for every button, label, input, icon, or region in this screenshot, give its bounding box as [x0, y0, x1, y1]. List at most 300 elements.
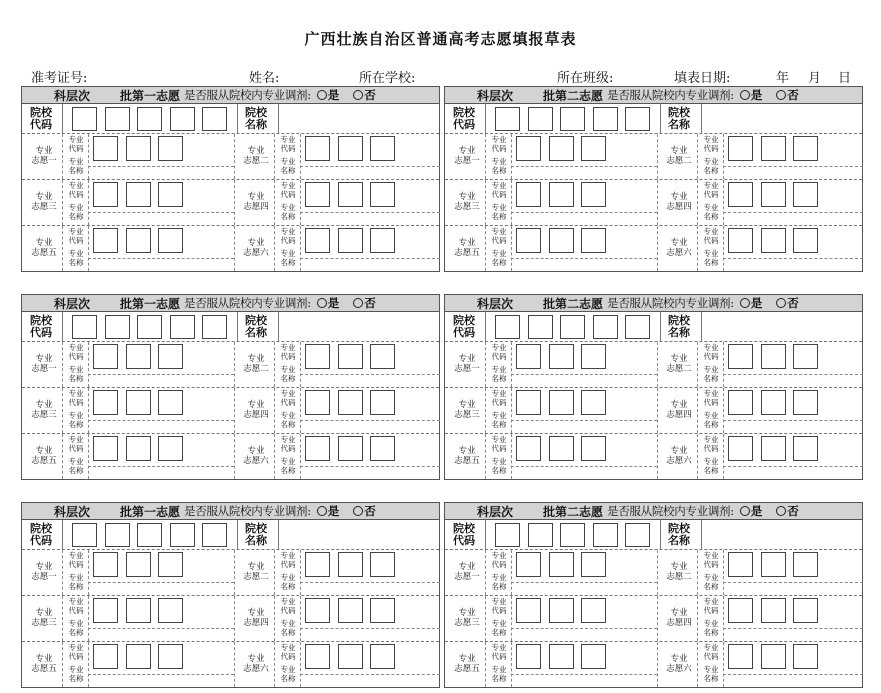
major-name-line[interactable]: [723, 374, 863, 375]
major-preference-label: [665, 146, 693, 166]
university-code-box[interactable]: [202, 523, 227, 547]
major-name-line[interactable]: [300, 466, 440, 467]
university-name-field[interactable]: [280, 314, 437, 339]
major-code-box[interactable]: [305, 390, 330, 415]
university-code-box[interactable]: [560, 107, 585, 131]
major-name-line[interactable]: [300, 582, 440, 583]
major-name-line[interactable]: [511, 582, 657, 583]
major-name-label: 专业名称: [703, 573, 719, 591]
preference-number: 志愿二: [666, 156, 692, 166]
major-code-box[interactable]: [370, 552, 395, 577]
university-code-box[interactable]: [202, 107, 227, 131]
major-code-box[interactable]: [126, 228, 151, 253]
adjust-no-radio[interactable]: [776, 295, 799, 311]
major-name-line[interactable]: [88, 466, 234, 467]
major-name-line[interactable]: [88, 258, 234, 259]
major-code-box[interactable]: [728, 344, 753, 369]
major-name-line[interactable]: [723, 674, 863, 675]
divider: [511, 388, 512, 433]
section-header: [22, 87, 439, 104]
preference-number: 志愿四: [666, 618, 692, 628]
major-code-box[interactable]: [338, 552, 363, 577]
major-word: 专业: [35, 654, 53, 664]
major-code-box[interactable]: [93, 344, 118, 369]
major-code-box[interactable]: [370, 436, 395, 461]
adjust-no-radio[interactable]: [353, 295, 376, 311]
university-name-field[interactable]: [280, 106, 437, 131]
major-name-line[interactable]: [511, 420, 657, 421]
university-code-box[interactable]: [72, 107, 97, 131]
major-code-box[interactable]: [338, 344, 363, 369]
major-code-box[interactable]: [549, 228, 574, 253]
major-code-box[interactable]: [793, 598, 818, 623]
major-code-box[interactable]: [549, 344, 574, 369]
major-word: 专业: [35, 354, 53, 364]
preference-section: [444, 294, 863, 480]
divider: [660, 520, 661, 549]
major-code-box[interactable]: [158, 436, 183, 461]
major-name-line[interactable]: [88, 212, 234, 213]
major-preference-label: [242, 146, 270, 166]
university-code-box[interactable]: [625, 315, 650, 339]
major-name-label: 专业名称: [280, 665, 296, 683]
university-code-box[interactable]: [170, 523, 195, 547]
major-name-line[interactable]: [723, 258, 863, 259]
major-code-box[interactable]: [370, 390, 395, 415]
exam-number-label: 准考证号:: [31, 71, 88, 86]
major-name-line[interactable]: [88, 420, 234, 421]
major-code-box[interactable]: [158, 344, 183, 369]
major-code-box[interactable]: [305, 344, 330, 369]
major-code-box[interactable]: [305, 436, 330, 461]
major-code-box[interactable]: [305, 136, 330, 161]
major-code-box[interactable]: [761, 344, 786, 369]
divider: [485, 388, 486, 433]
divider: [274, 180, 275, 225]
major-name-line[interactable]: [300, 212, 440, 213]
major-code-box[interactable]: [516, 344, 541, 369]
university-code-box[interactable]: [495, 315, 520, 339]
major-code-box[interactable]: [549, 598, 574, 623]
major-code-box[interactable]: [761, 228, 786, 253]
major-preference-label: [242, 192, 270, 212]
adjust-no-radio[interactable]: [353, 87, 376, 103]
major-code-box[interactable]: [581, 436, 606, 461]
major-code-box[interactable]: [581, 598, 606, 623]
major-code-box[interactable]: [793, 644, 818, 669]
divider: [62, 104, 63, 133]
major-code-box[interactable]: [581, 552, 606, 577]
level-label: 科层次: [53, 296, 90, 311]
divider: [234, 226, 235, 271]
university-name-field[interactable]: [703, 522, 860, 547]
major-name-line[interactable]: [723, 166, 863, 167]
major-code-box[interactable]: [793, 552, 818, 577]
major-code-box[interactable]: [158, 644, 183, 669]
major-code-box[interactable]: [761, 644, 786, 669]
major-code-label: 专业代码: [280, 643, 296, 661]
major-code-box[interactable]: [516, 228, 541, 253]
major-row: [22, 434, 439, 479]
university-name-field[interactable]: [703, 314, 860, 339]
major-code-box[interactable]: [761, 598, 786, 623]
option-label: 否: [787, 504, 799, 518]
major-name-line[interactable]: [300, 166, 440, 167]
major-name-line[interactable]: [300, 374, 440, 375]
university-code-box[interactable]: [105, 107, 130, 131]
university-code-label: 院校代码: [30, 314, 52, 339]
university-code-box[interactable]: [528, 107, 553, 131]
major-code-box[interactable]: [793, 436, 818, 461]
divider: [723, 388, 724, 433]
divider: [485, 434, 486, 479]
major-name-label: 专业名称: [280, 157, 296, 175]
preference-number: 志愿三: [454, 618, 480, 628]
option-label: 是: [327, 504, 340, 518]
major-code-box[interactable]: [549, 390, 574, 415]
divider: [237, 312, 238, 341]
major-name-line[interactable]: [723, 628, 863, 629]
university-code-box[interactable]: [137, 315, 162, 339]
adjust-yes-radio[interactable]: [740, 87, 763, 103]
major-code-box[interactable]: [158, 552, 183, 577]
preference-section: [444, 86, 863, 272]
major-code-box[interactable]: [370, 598, 395, 623]
major-name-line[interactable]: [723, 212, 863, 213]
major-name-line[interactable]: [511, 628, 657, 629]
university-code-box[interactable]: [105, 315, 130, 339]
university-code-box[interactable]: [528, 523, 553, 547]
divider: [300, 342, 301, 387]
major-code-label: 专业代码: [68, 643, 84, 661]
major-code-box[interactable]: [305, 598, 330, 623]
major-code-box[interactable]: [370, 182, 395, 207]
major-name-label: 专业名称: [68, 411, 84, 429]
university-code-box[interactable]: [625, 107, 650, 131]
divider: [697, 550, 698, 595]
major-name-line[interactable]: [511, 466, 657, 467]
major-code-box[interactable]: [338, 390, 363, 415]
major-code-box[interactable]: [93, 644, 118, 669]
major-code-box[interactable]: [158, 228, 183, 253]
major-code-box[interactable]: [581, 344, 606, 369]
major-name-label: 专业名称: [68, 157, 84, 175]
major-code-box[interactable]: [370, 344, 395, 369]
preference-section: [21, 294, 440, 480]
major-name-line[interactable]: [88, 674, 234, 675]
major-code-box[interactable]: [793, 344, 818, 369]
major-code-box[interactable]: [126, 344, 151, 369]
major-code-box[interactable]: [581, 390, 606, 415]
major-code-box[interactable]: [793, 136, 818, 161]
major-code-box[interactable]: [581, 136, 606, 161]
major-code-box[interactable]: [126, 390, 151, 415]
major-code-label: 专业代码: [491, 643, 507, 661]
major-code-box[interactable]: [728, 228, 753, 253]
divider: [300, 642, 301, 687]
major-name-line[interactable]: [511, 212, 657, 213]
major-code-box[interactable]: [728, 182, 753, 207]
divider: [62, 226, 63, 271]
major-code-box[interactable]: [761, 436, 786, 461]
major-code-box[interactable]: [761, 136, 786, 161]
major-code-box[interactable]: [93, 182, 118, 207]
major-name-line[interactable]: [300, 258, 440, 259]
university-code-label: 院校代码: [30, 106, 52, 131]
divider: [701, 520, 702, 549]
major-code-box[interactable]: [761, 182, 786, 207]
university-row: [445, 104, 862, 134]
major-code-box[interactable]: [516, 390, 541, 415]
major-name-label: 专业名称: [280, 457, 296, 475]
preference-number: 志愿六: [243, 248, 269, 258]
divider: [723, 596, 724, 641]
major-code-box[interactable]: [549, 182, 574, 207]
divider: [62, 550, 63, 595]
university-row: [22, 104, 439, 134]
university-code-box[interactable]: [137, 523, 162, 547]
major-code-box[interactable]: [305, 182, 330, 207]
divider: [657, 180, 658, 225]
major-code-box[interactable]: [549, 136, 574, 161]
major-code-box[interactable]: [305, 644, 330, 669]
major-code-box[interactable]: [728, 644, 753, 669]
divider: [485, 550, 486, 595]
year-label: 年: [776, 71, 790, 86]
major-code-box[interactable]: [549, 552, 574, 577]
radio-circle-icon: [740, 90, 750, 100]
option-label: 是: [750, 504, 763, 518]
major-word: 专业: [35, 562, 53, 572]
major-code-box[interactable]: [581, 228, 606, 253]
university-name-field[interactable]: [703, 106, 860, 131]
university-code-box[interactable]: [625, 523, 650, 547]
major-code-box[interactable]: [728, 436, 753, 461]
major-code-box[interactable]: [549, 644, 574, 669]
major-code-box[interactable]: [93, 436, 118, 461]
major-code-box[interactable]: [516, 644, 541, 669]
major-code-box[interactable]: [126, 644, 151, 669]
divider: [234, 434, 235, 479]
divider: [237, 520, 238, 549]
major-code-box[interactable]: [338, 182, 363, 207]
form-title: 广西壮族自治区普通高考志愿填报草表: [304, 30, 577, 48]
adjust-yes-radio[interactable]: [317, 87, 340, 103]
university-code-box[interactable]: [72, 315, 97, 339]
major-name-line[interactable]: [88, 374, 234, 375]
level-label: 科层次: [53, 88, 90, 103]
major-code-box[interactable]: [158, 182, 183, 207]
school-label: 所在学校:: [359, 71, 416, 86]
divider: [234, 596, 235, 641]
major-code-box[interactable]: [126, 182, 151, 207]
major-name-line[interactable]: [511, 166, 657, 167]
major-code-box[interactable]: [93, 228, 118, 253]
major-word: 专业: [670, 192, 688, 202]
major-word: 专业: [458, 192, 476, 202]
university-code-box[interactable]: [593, 523, 618, 547]
major-code-box[interactable]: [761, 552, 786, 577]
major-name-line[interactable]: [723, 466, 863, 467]
major-code-box[interactable]: [370, 228, 395, 253]
university-code-box[interactable]: [495, 107, 520, 131]
major-code-box[interactable]: [93, 390, 118, 415]
university-code-box[interactable]: [560, 315, 585, 339]
university-code-box[interactable]: [593, 315, 618, 339]
major-name-label: 专业名称: [491, 573, 507, 591]
major-code-box[interactable]: [793, 182, 818, 207]
major-code-box[interactable]: [728, 552, 753, 577]
major-code-label: 专业代码: [280, 597, 296, 615]
major-code-box[interactable]: [581, 182, 606, 207]
major-code-label: 专业代码: [491, 435, 507, 453]
major-code-box[interactable]: [158, 136, 183, 161]
major-code-box[interactable]: [370, 644, 395, 669]
adjust-yes-radio[interactable]: [740, 295, 763, 311]
class-label: 所在班级:: [557, 71, 614, 86]
major-row: [22, 642, 439, 687]
major-name-line[interactable]: [300, 628, 440, 629]
major-code-box[interactable]: [581, 644, 606, 669]
major-code-box[interactable]: [516, 552, 541, 577]
adjust-yes-radio[interactable]: [317, 295, 340, 311]
preference-number: 志愿一: [31, 156, 57, 166]
adjust-no-radio[interactable]: [776, 87, 799, 103]
major-code-box[interactable]: [158, 598, 183, 623]
divider: [723, 550, 724, 595]
major-name-label: 专业名称: [703, 249, 719, 267]
major-code-box[interactable]: [728, 136, 753, 161]
preference-number: 志愿四: [243, 410, 269, 420]
major-name-line[interactable]: [511, 258, 657, 259]
major-preference-label: [30, 192, 58, 212]
major-name-line[interactable]: [88, 582, 234, 583]
major-code-box[interactable]: [516, 136, 541, 161]
university-code-box[interactable]: [137, 107, 162, 131]
major-word: 专业: [458, 354, 476, 364]
major-name-line[interactable]: [723, 420, 863, 421]
major-preference-label: [453, 608, 481, 628]
divider: [485, 342, 486, 387]
major-name-label: 专业名称: [280, 573, 296, 591]
divider: [697, 596, 698, 641]
adjustment-question: 是否服从院校内专业调剂:: [184, 88, 311, 102]
major-code-box[interactable]: [126, 136, 151, 161]
major-code-box[interactable]: [516, 182, 541, 207]
university-code-label: 院校代码: [453, 314, 475, 339]
preference-number: 志愿一: [31, 364, 57, 374]
divider: [657, 596, 658, 641]
university-code-box[interactable]: [170, 107, 195, 131]
major-name-label: 专业名称: [703, 203, 719, 221]
major-code-box[interactable]: [338, 136, 363, 161]
preference-section: [21, 502, 440, 688]
major-code-box[interactable]: [93, 136, 118, 161]
major-code-box[interactable]: [126, 598, 151, 623]
divider: [697, 642, 698, 687]
date-label: 填表日期:: [674, 71, 731, 86]
adjust-no-radio[interactable]: [353, 503, 376, 519]
major-code-box[interactable]: [761, 390, 786, 415]
major-word: 专业: [35, 238, 53, 248]
divider: [701, 104, 702, 133]
major-code-box[interactable]: [728, 598, 753, 623]
major-name-line[interactable]: [511, 374, 657, 375]
major-code-box[interactable]: [793, 390, 818, 415]
university-code-box[interactable]: [560, 523, 585, 547]
adjust-yes-radio[interactable]: [740, 503, 763, 519]
divider: [723, 226, 724, 271]
university-code-box[interactable]: [72, 523, 97, 547]
major-preference-label: [665, 400, 693, 420]
university-code-box[interactable]: [170, 315, 195, 339]
major-code-box[interactable]: [338, 644, 363, 669]
major-code-box[interactable]: [793, 228, 818, 253]
university-name-field[interactable]: [280, 522, 437, 547]
batch-preference-label: 批第一志愿: [120, 88, 181, 103]
university-code-box[interactable]: [593, 107, 618, 131]
section-header: [445, 503, 862, 520]
university-code-box[interactable]: [105, 523, 130, 547]
divider: [485, 134, 486, 179]
divider: [62, 312, 63, 341]
major-name-label: 专业名称: [280, 249, 296, 267]
major-code-box[interactable]: [93, 598, 118, 623]
major-name-line[interactable]: [300, 420, 440, 421]
major-code-box[interactable]: [516, 598, 541, 623]
major-code-box[interactable]: [305, 552, 330, 577]
major-code-box[interactable]: [728, 390, 753, 415]
adjustment-question: 是否服从院校内专业调剂:: [184, 296, 311, 310]
major-preference-label: [30, 354, 58, 374]
preference-number: 志愿五: [454, 456, 480, 466]
major-name-line[interactable]: [88, 628, 234, 629]
major-word: 专业: [35, 192, 53, 202]
major-code-box[interactable]: [338, 598, 363, 623]
divider: [237, 104, 238, 133]
major-code-box[interactable]: [158, 390, 183, 415]
major-preference-label: [242, 446, 270, 466]
major-name-line[interactable]: [300, 674, 440, 675]
major-word: 专业: [458, 562, 476, 572]
major-preference-label: [665, 608, 693, 628]
major-word: 专业: [670, 562, 688, 572]
major-code-box[interactable]: [93, 552, 118, 577]
major-code-box[interactable]: [549, 436, 574, 461]
major-code-label: 专业代码: [491, 389, 507, 407]
university-code-label: 院校代码: [453, 522, 475, 547]
major-code-box[interactable]: [338, 436, 363, 461]
university-code-box[interactable]: [528, 315, 553, 339]
major-code-box[interactable]: [126, 436, 151, 461]
major-name-line[interactable]: [88, 166, 234, 167]
major-code-box[interactable]: [516, 436, 541, 461]
major-code-box[interactable]: [370, 136, 395, 161]
major-name-line[interactable]: [723, 582, 863, 583]
divider: [697, 226, 698, 271]
major-code-box[interactable]: [338, 228, 363, 253]
adjust-yes-radio[interactable]: [317, 503, 340, 519]
major-code-box[interactable]: [126, 552, 151, 577]
university-code-box[interactable]: [495, 523, 520, 547]
major-name-line[interactable]: [511, 674, 657, 675]
adjust-no-radio[interactable]: [776, 503, 799, 519]
major-code-label: 专业代码: [703, 343, 719, 361]
major-word: 专业: [247, 562, 265, 572]
major-code-box[interactable]: [305, 228, 330, 253]
university-code-box[interactable]: [202, 315, 227, 339]
major-row: [445, 596, 862, 642]
